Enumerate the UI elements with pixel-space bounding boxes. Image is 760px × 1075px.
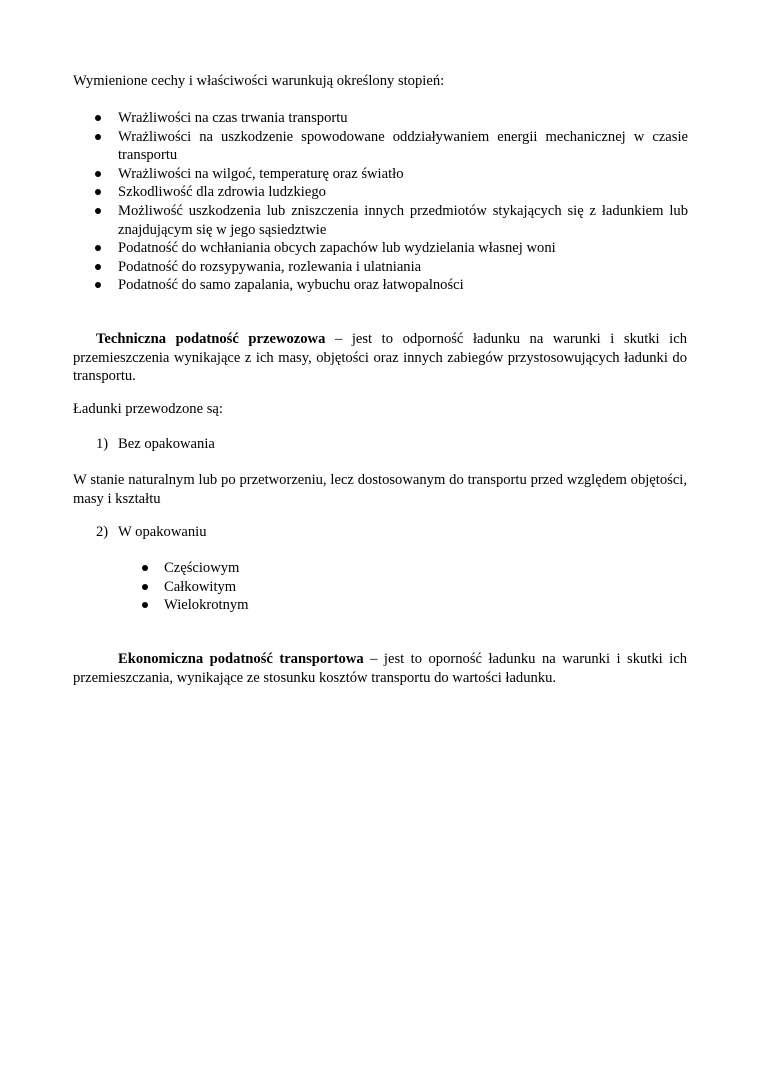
- bullet-icon: [142, 565, 148, 571]
- cargo-type-label: Bez opakowania: [118, 436, 215, 452]
- bullet-icon: [95, 245, 101, 251]
- bullet-icon: [142, 602, 148, 608]
- cargo-lead-text: Ładunki przewodzone są:: [73, 401, 223, 417]
- list-item: Całkowitym: [141, 578, 249, 597]
- economic-definition: [73, 650, 687, 687]
- list-item: Wrażliwości na czas trwania transportu: [73, 109, 688, 128]
- list-item: Częściowym: [141, 559, 249, 578]
- unpacked-description: W stanie naturalnym lub po przetworzeniu, lecz dostosowanym do transportu przed względem objętości, masy i kształtu: [73, 472, 687, 507]
- cargo-type-unpacked: [96, 435, 215, 454]
- list-number: 1): [96, 436, 109, 452]
- list-item: Możliwość uszkodzenia lub zniszczenia innych przedmiotów stykających się z ładunkiem lub znajdującym się w jego sąsiedztwie: [73, 202, 688, 239]
- list-item: Podatność do samo zapalania, wybuchu oraz łatwopalności: [73, 276, 688, 295]
- bullet-icon: [95, 264, 101, 270]
- list-item: Podatność do rozsypywania, rozlewania i ulatniania: [73, 258, 688, 277]
- bullet-icon: [95, 171, 101, 177]
- list-number: 2): [96, 524, 109, 540]
- bullet-icon: [95, 115, 101, 121]
- technical-term: Techniczna podatność przewozowa: [96, 331, 326, 347]
- cargo-type-packed: [96, 523, 207, 542]
- list-item: Wrażliwości na uszkodzenie spowodowane oddziaływaniem energii mechanicznej w czasie transportu: [73, 128, 688, 165]
- economic-term: Ekonomiczna podatność transportowa: [118, 651, 364, 667]
- packaging-kinds-list: [141, 559, 249, 615]
- bullet-icon: [95, 208, 101, 214]
- features-list: [73, 109, 688, 295]
- intro-text: Wymienione cechy i właściwości warunkują określony stopień:: [73, 73, 445, 89]
- technical-definition-text: – jest to odporność ładunku na warunki i skutki ich przemieszczenia wynikające z ich masy, objętości oraz innych zabiegów przystosowujących ładunki do transportu.: [73, 331, 687, 385]
- list-item: Szkodliwość dla zdrowia ludzkiego: [73, 183, 688, 202]
- technical-definition: [73, 330, 687, 386]
- cargo-type-label: W opakowaniu: [118, 524, 207, 540]
- bullet-icon: [95, 282, 101, 288]
- bullet-icon: [142, 584, 148, 590]
- list-item: Wielokrotnym: [141, 596, 249, 615]
- bullet-icon: [95, 189, 101, 195]
- list-item: Podatność do wchłaniania obcych zapachów lub wydzielania własnej woni: [73, 239, 688, 258]
- list-item: Wrażliwości na wilgoć, temperaturę oraz światło: [73, 165, 688, 184]
- economic-definition-text: – jest to oporność ładunku na warunki i skutki ich przemieszczania, wynikające ze stosunku kosztów transportu do wartości ładunku.: [73, 651, 688, 686]
- bullet-icon: [95, 134, 101, 140]
